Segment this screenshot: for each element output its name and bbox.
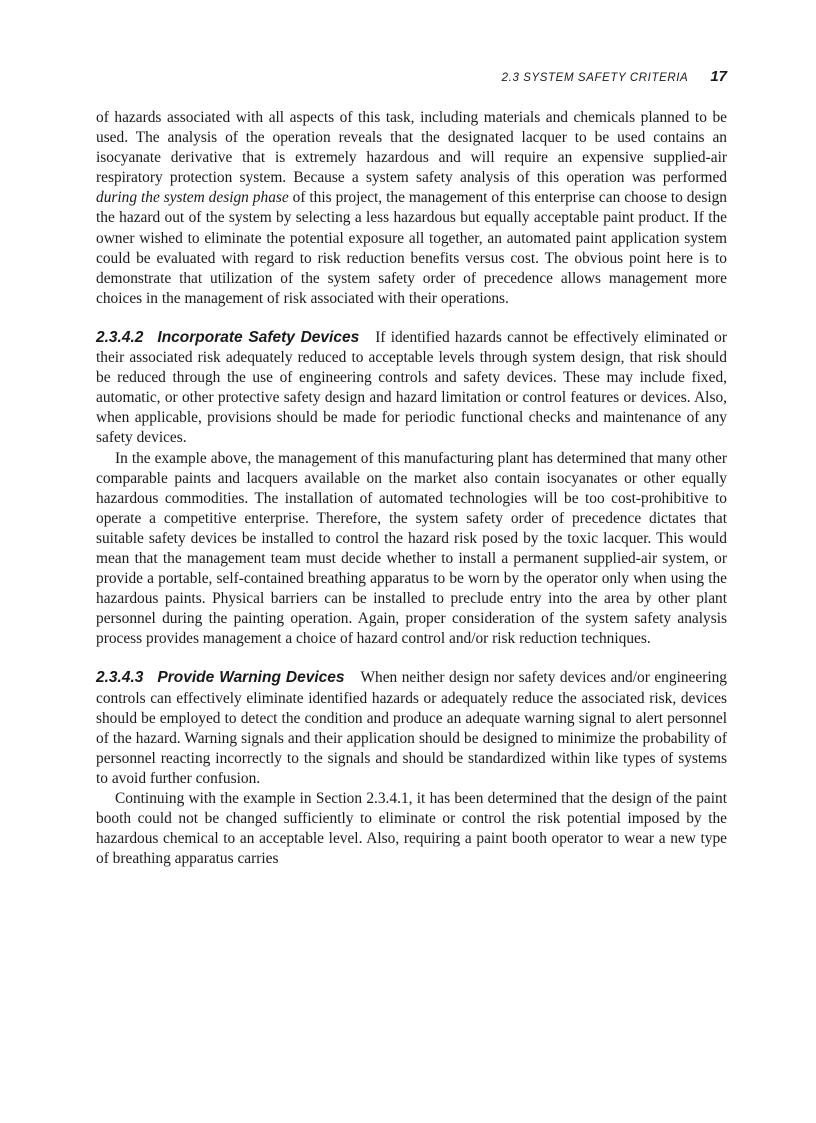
page-number: 17: [710, 68, 727, 85]
paragraph-continued: [96, 108, 727, 309]
running-head-section: 2.3 SYSTEM SAFETY CRITERIA: [501, 72, 689, 84]
running-head: [96, 68, 727, 85]
paragraph-text: If identified hazards cannot be effectively eliminated or their associated risk adequately reduced to acceptable levels through system design, that risk should be reduced through the use of engineering controls and safety devices. These may include fixed, automatic, or other protective safety design and hazard limitation or control features or devices. Also, when applicable, provisions should be made for periodic functional checks and maintenance of any safety devices.: [96, 328, 727, 447]
section-2343-paragraph: [96, 668, 727, 789]
paragraph-text: of hazards associated with all aspects of this task, including materials and chemicals planned to be used. The analysis of the operation reveals that the designated lacquer to be used contains an isocyanate derivative that is extremely hazardous and will require an expensive supplied-air respiratory protection system. Because a system safety analysis of this operation was performed: [96, 109, 727, 187]
body-text: [96, 108, 727, 869]
section-number: 2.3.4.2: [96, 328, 144, 346]
section-title: Provide Warning Devices: [157, 669, 345, 687]
section-heading: [96, 669, 344, 686]
paragraph-text: When neither design nor safety devices and/or engineering controls can effectively eliminate identified hazards or adequately reduce the associated risk, devices should be employed to detect the condition and produce an adequate warning signal to alert personnel of the hazard. Warning signals and their application should be designed to minimize the probability of personnel reacting incorrectly to the signals and should be standardized within like types of systems to avoid further confusion.: [96, 669, 727, 787]
emphasis-text: during the system design phase: [96, 189, 289, 207]
section-number: 2.3.4.3: [96, 669, 144, 687]
section-2342-example-paragraph: In the example above, the management of this manufacturing plant has determined that many other comparable paints and lacquers available on the market also contain isocyanates or other equally hazardous commodities. The installation of automated technologies will be too cost-prohibitive to operate a competitive enterprise. Therefore, the system safety order of precedence dictates that suitable safety devices be installed to control the hazard risk posed by the toxic lacquer. This would mean that the management team must decide whether to install a permanent supplied-air system, or provide a portable, self-contained breathing apparatus to be worn by the operator only when using the hazardous paints. Physical barriers can be installed to preclude entry into the area by other plant personnel during the painting operation. Again, proper consideration of the system safety analysis process provides management a choice of hazard control and/or risk reduction techniques.: [96, 449, 727, 648]
section-heading: [96, 329, 359, 346]
paragraph-text: of this project, the management of this enterprise can choose to design the hazard out of the system by selecting a less hazardous but equally acceptable paint product. If the owner wished to eliminate the potential exposure all together, an automated paint application system could be evaluated with regard to risk reduction benefits versus cost. The obvious point here is to demonstrate that utilization of the system safety order of precedence allows management more choices in the management of risk associated with their operations.: [96, 189, 727, 307]
section-2342-paragraph: [96, 328, 727, 449]
section-2343-example-paragraph: Continuing with the example in Section 2.3.4.1, it has been determined that the design of the paint booth could not be changed sufficiently to eliminate or control the risk potential imposed by the hazardous chemical to an acceptable level. Also, requiring a paint booth operator to wear a new type of breathing apparatus carries: [96, 790, 727, 868]
section-title: Incorporate Safety Devices: [157, 328, 360, 346]
